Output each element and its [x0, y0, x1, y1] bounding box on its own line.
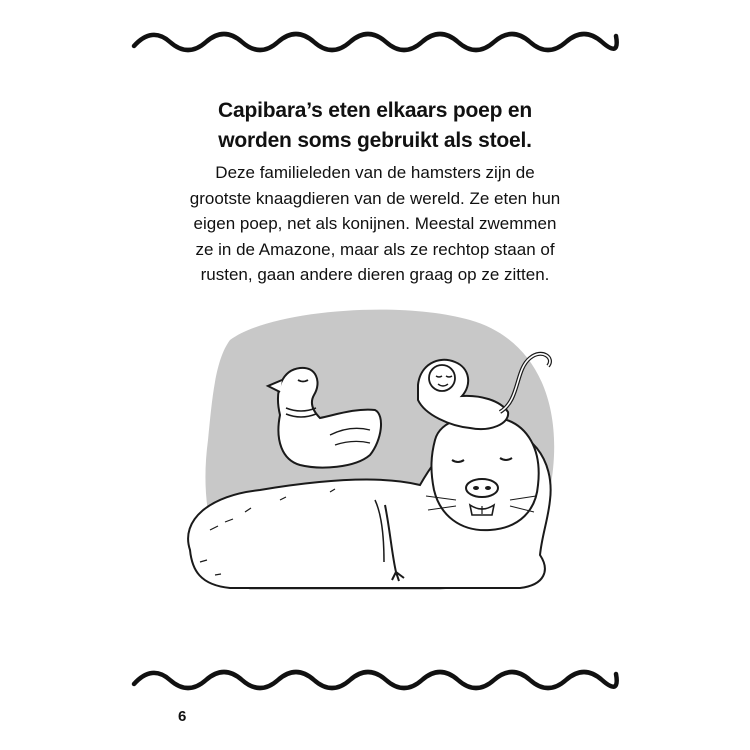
bottom-wave-divider — [130, 660, 620, 700]
fact-heading — [140, 96, 610, 156]
body-line-4: ze in de Amazone, maar als ze rechtop staan of — [195, 239, 555, 259]
heading-line-2: worden soms gebruikt als stoel. — [218, 129, 532, 152]
body-line-5: rusten, gaan andere dieren graag op ze zitten. — [200, 265, 550, 284]
top-wave-divider — [130, 22, 620, 62]
body-line-3: eigen poep, net als konijnen. Meestal zwemmen — [193, 214, 557, 233]
body-line-1: Deze familieleden van de hamsters zijn de — [215, 163, 535, 182]
capybara-nose — [466, 479, 498, 497]
body-line-2: grootste knaagdieren van de wereld. Ze eten hun — [189, 188, 561, 208]
heading-line-1: Capibara’s eten elkaars poep en — [218, 99, 532, 122]
page-number: 6 — [178, 708, 187, 725]
capybara-illustration — [170, 300, 590, 600]
fact-body-text — [150, 160, 600, 288]
